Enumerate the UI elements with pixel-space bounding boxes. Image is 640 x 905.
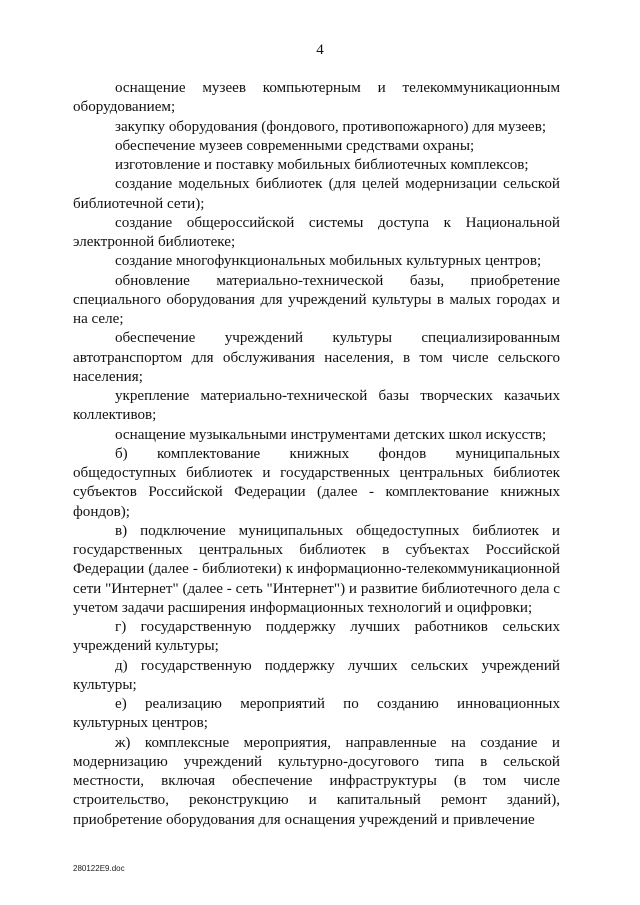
paragraph: обеспечение музеев современными средствами охраны; bbox=[115, 137, 475, 154]
page-number: 4 bbox=[316, 42, 324, 58]
paragraph: создание многофункциональных мобильных культурных центров; bbox=[115, 253, 542, 270]
paragraph: создание модельных библиотек (для целей модернизации сельской библиотечной сети); bbox=[73, 176, 560, 212]
paragraph: обновление материально-технической базы, приобретение специального оборудования для учреждений культуры в малых городах и на селе; bbox=[73, 272, 560, 327]
file-name-footer: 280122E9.doc bbox=[73, 864, 125, 873]
paragraph: создание общероссийской системы доступа к Национальной электронной библиотеке; bbox=[73, 214, 560, 250]
paragraph: д) государственную поддержку лучших сельских учреждений культуры; bbox=[73, 657, 560, 693]
paragraph: в) подключение муниципальных общедоступных библиотек и государственных центральных библиотек в субъектах Российской Федерации (далее - библиотеки) к информационно-телекоммуникационной сети "Интернет" (далее - сеть "Интернет") и развитие библиотечного дела с учетом задачи расширения информационных технологий и оцифровки; bbox=[73, 522, 560, 616]
document-body bbox=[73, 79, 560, 830]
paragraph: укрепление материально-технической базы творческих казачьих коллективов; bbox=[73, 388, 560, 424]
paragraph: б) комплектование книжных фондов муниципальных общедоступных библиотек и государственных центральных библиотек субъектов Российской Федерации (далее - комплектование книжных фондов); bbox=[73, 445, 560, 520]
paragraph: обеспечение учреждений культуры специализированным автотранспортом для обслуживания населения, в том числе сельского населения; bbox=[73, 330, 560, 385]
paragraph: ж) комплексные мероприятия, направленные на создание и модернизацию учреждений культурно-досугового типа в сельской местности, включая обеспечение инфраструктуры (в том числе строительство, реконструкцию и капитальный ремонт зданий), приобретение оборудования для оснащения учреждений и привлечение bbox=[73, 734, 560, 828]
paragraph: оснащение музыкальными инструментами детских школ искусств; bbox=[115, 426, 547, 443]
paragraph: е) реализацию мероприятий по созданию инновационных культурных центров; bbox=[73, 696, 560, 732]
paragraph: закупку оборудования (фондового, противопожарного) для музеев; bbox=[115, 118, 547, 135]
paragraph: изготовление и поставку мобильных библиотечных комплексов; bbox=[115, 157, 529, 173]
paragraph: г) государственную поддержку лучших работников сельских учреждений культуры; bbox=[73, 619, 560, 655]
paragraph: оснащение музеев компьютерным и телекоммуникационным оборудованием; bbox=[73, 80, 560, 116]
